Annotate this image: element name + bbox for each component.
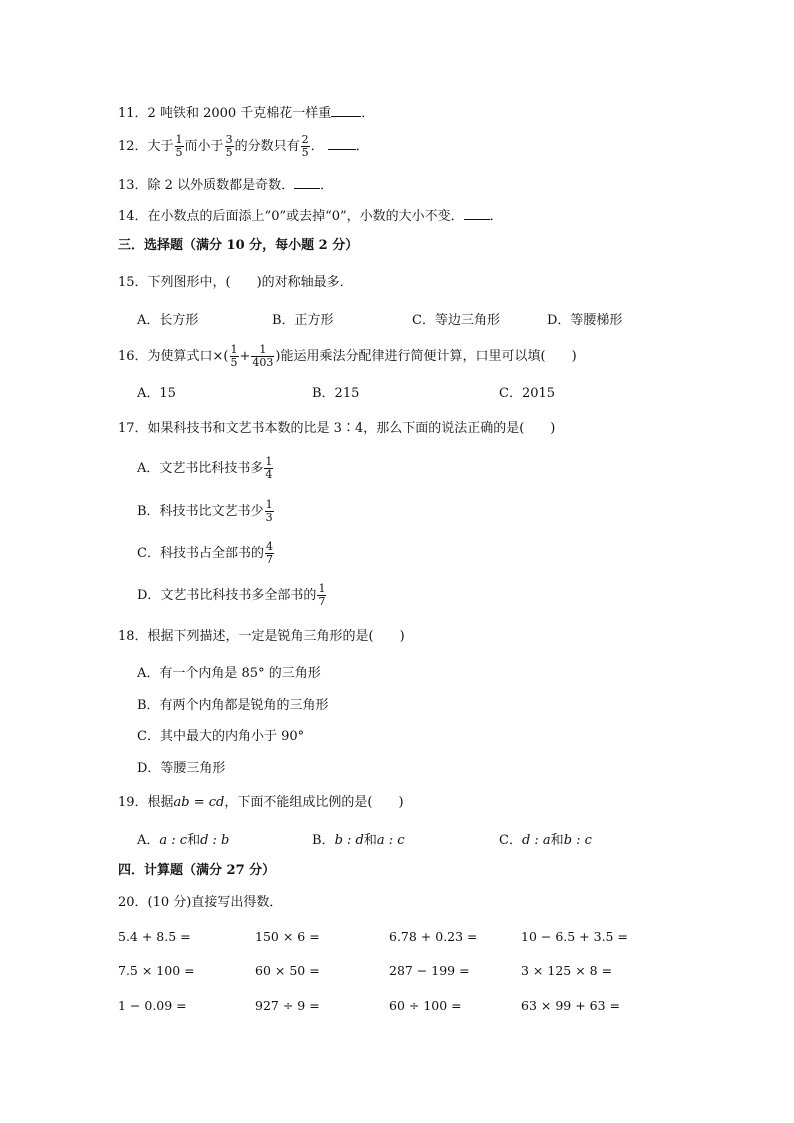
calc-item: 150 × 6 = (255, 929, 320, 944)
question-20: 20．(10 分)直接写出得数． (118, 895, 283, 910)
calc-item: 60 × 50 = (255, 963, 320, 978)
fraction: $\frac{1}{7}$ (318, 582, 326, 608)
fraction: $\frac{2}{5}$ (301, 133, 309, 159)
question-12: 12．大于 $\frac{1}{5}$ 而小于 $\frac{3}{5}$ 的分数只有 $\frac{2}{5}$ ． ． (118, 133, 369, 159)
calc-item: 3 × 125 × 8 = (521, 963, 613, 978)
calc-item: 63 × 99 + 63 = (521, 998, 621, 1013)
question-15: 15．下列图形中，( )的对称轴最多． (118, 275, 353, 290)
q16-option-a[interactable]: A．15 (137, 386, 176, 401)
question-17: 17．如果科技书和文艺书本数的比是 3∶4，那么下面的说法正确的是( ) (118, 421, 556, 436)
q18-option-a[interactable]: A．有一个内角是 85° 的三角形 (137, 666, 321, 681)
fraction: $\frac{1}{5}$ (175, 133, 183, 159)
q17-option-b[interactable]: B．科技书比文艺书少 $\frac{1}{3}$ (137, 498, 273, 524)
answer-blank[interactable] (294, 176, 320, 189)
q17-option-d[interactable]: D．文艺书比科技书多全部书的 $\frac{1}{7}$ (137, 582, 326, 608)
calc-item: 10 − 6.5 + 3.5 = (521, 929, 628, 944)
q18-option-b[interactable]: B．有两个内角都是锐角的三角形 (137, 698, 329, 713)
q15-option-c[interactable]: C．等边三角形 (412, 313, 500, 328)
question-11-text: 11．2 吨铁和 2000 千克棉花一样重 (118, 106, 332, 121)
answer-blank[interactable] (331, 104, 361, 117)
question-16: 16．为使算式口×( $\frac{1}{5}$ + $\frac{1}{403}$ )能运用乘法分配律进行简便计算，口里可以填( ) (118, 343, 577, 369)
q15-option-b[interactable]: B．正方形 (272, 313, 334, 328)
q17-option-c[interactable]: C．科技书占全部书的 $\frac{4}{7}$ (137, 540, 273, 566)
question-14: 14．在小数点的后面添上“0”或去掉“0”，小数的大小不变． ． (118, 209, 503, 224)
q19-option-c[interactable]: C．d : a和b : c (499, 833, 592, 848)
question-11: 11．2 吨铁和 2000 千克棉花一样重 ． (118, 106, 375, 121)
fraction: $\frac{1}{3}$ (265, 498, 273, 524)
q19-option-a[interactable]: A．a : c和d : b (137, 833, 230, 848)
q19-option-b[interactable]: B．b : d和a : c (312, 833, 405, 848)
q18-option-d[interactable]: D．等腰三角形 (137, 761, 226, 776)
question-18: 18．根据下列描述，一定是锐角三角形的是( ) (118, 629, 405, 644)
q16-option-b[interactable]: B．215 (312, 386, 360, 401)
q16-option-c[interactable]: C．2015 (499, 386, 556, 401)
q15-option-a[interactable]: A．长方形 (137, 313, 199, 328)
fraction: $\frac{1}{4}$ (265, 455, 273, 481)
fraction: $\frac{1}{5}$ (230, 343, 238, 369)
q18-option-c[interactable]: C．其中最大的内角小于 90° (137, 729, 305, 744)
calc-item: 6.78 + 0.23 = (389, 929, 478, 944)
answer-blank[interactable] (328, 137, 356, 150)
q15-option-d[interactable]: D．等腰梯形 (547, 313, 623, 328)
answer-blank[interactable] (464, 207, 490, 220)
fraction: $\frac{1}{403}$ (252, 343, 274, 369)
fraction: $\frac{3}{5}$ (225, 133, 233, 159)
question-19: 19．根据ab = cd，下面不能组成比例的是( ) (118, 795, 404, 810)
calc-item: 5.4 + 8.5 = (118, 929, 191, 944)
calc-item: 60 ÷ 100 = (389, 998, 462, 1013)
calc-item: 7.5 × 100 = (118, 963, 195, 978)
calc-item: 1 − 0.09 = (118, 998, 187, 1013)
question-13: 13．除 2 以外质数都是奇数． ． (118, 178, 334, 193)
section-4-heading: 四．计算题（满分 27 分） (118, 863, 276, 878)
q17-option-a[interactable]: A．文艺书比科技书多 $\frac{1}{4}$ (137, 455, 273, 481)
calc-item: 927 ÷ 9 = (255, 998, 320, 1013)
calc-item: 287 − 199 = (389, 963, 470, 978)
fraction: $\frac{4}{7}$ (265, 540, 273, 566)
section-3-heading: 三．选择题（满分 10 分，每小题 2 分） (118, 238, 359, 253)
